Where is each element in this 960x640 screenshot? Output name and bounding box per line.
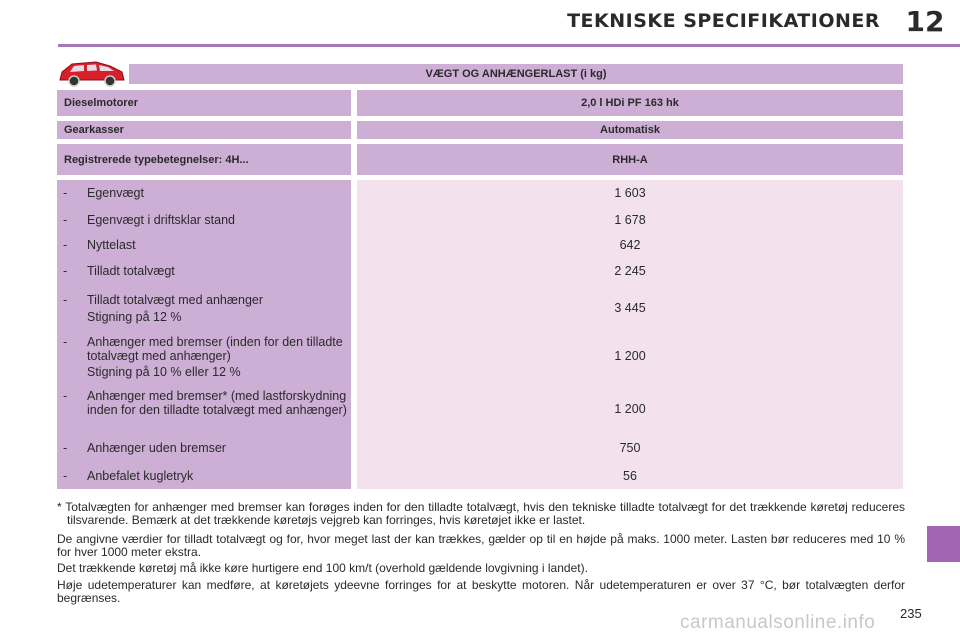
row-label: Anhænger uden bremser [87, 441, 226, 455]
type-value: RHH-A [357, 144, 903, 175]
legislation-note: Det trækkende køretøj må ikke køre hurtigere end 100 km/t (overhold gældende lovgivning i landet). [57, 561, 588, 575]
row-label: Egenvægt i driftsklar stand [87, 213, 235, 227]
row-dash: - [63, 186, 68, 200]
car-icon [56, 56, 128, 88]
gearbox-label: Gearkasser [57, 121, 351, 139]
row-label: Anhænger med bremser (inden for den tilladte totalvægt med anhænger) [87, 335, 343, 363]
row-value: 1 603 [614, 186, 646, 200]
row-dash: - [63, 293, 68, 307]
row-dash: - [63, 213, 68, 227]
row-dash: - [63, 264, 68, 278]
gearbox-value: Automatisk [357, 121, 903, 139]
row-dash: - [63, 469, 68, 483]
table-title: VÆGT OG ANHÆNGERLAST (i kg) [129, 64, 903, 84]
row-dash: - [63, 238, 68, 252]
row-label: Anhænger med bremser* (med lastforskydning inden for den tilladte totalvægt med anhænger) [87, 389, 347, 417]
engine-label: Dieselmotorer [57, 90, 351, 116]
row-sublabel: Stigning på 10 % eller 12 % [87, 365, 241, 379]
type-label: Registrerede typebetegnelser: 4H... [57, 144, 351, 175]
altitude-note: De angivne værdier for tilladt totalvægt og for, hvor meget last der kan trækkes, gælder op til en højde på maks. 1000 meter. Lasten bør reduceres med 10 % for hver 1000 meter ekstra. [57, 532, 905, 559]
chapter-number: 12 [905, 5, 945, 38]
row-value: 750 [619, 441, 641, 455]
row-value: 3 445 [614, 301, 646, 315]
asterisk-note: * Totalvægten for anhænger med bremser kan forøges inden for den tilladte totalvægt, hvis den tekniske tilladte totalvægt for det trækkende køretøj reduceres tilsvarende. Bemærk at det trækkende køretøjs vejgreb kan forringes, hvis køretøjet ikke er lastet. [57, 500, 905, 527]
row-value: 1 200 [614, 349, 646, 363]
row-label: Egenvægt [87, 186, 144, 200]
row-value: 1 678 [614, 213, 646, 227]
row-sublabel: Stigning på 12 % [87, 310, 182, 324]
row-value: 642 [619, 238, 641, 252]
row-value: 1 200 [614, 402, 646, 416]
row-value: 2 245 [614, 264, 646, 278]
row-dash: - [63, 441, 68, 455]
engine-value: 2,0 l HDi PF 163 hk [357, 90, 903, 116]
row-label: Tilladt totalvægt med anhænger [87, 293, 264, 307]
row-value: 56 [623, 469, 637, 483]
row-dash: - [63, 335, 68, 349]
row-label: Anbefalet kugletryk [87, 469, 194, 483]
page-title: TEKNISKE SPECIFIKATIONER [567, 10, 880, 32]
watermark: carmanualsonline.info [680, 612, 876, 633]
row-label: Nyttelast [87, 238, 136, 252]
temperature-note: Høje udetemperaturer kan medføre, at køretøjets ydeevne forringes for at beskytte motoren. Når udetemperaturen er over 37 °C, bør totalvægten derfor begrænses. [57, 578, 905, 605]
chapter-tab[interactable] [927, 526, 960, 562]
row-dash: - [63, 389, 68, 403]
page-number: 235 [900, 606, 922, 621]
header-rule [58, 44, 960, 47]
row-label: Tilladt totalvægt [87, 264, 175, 278]
